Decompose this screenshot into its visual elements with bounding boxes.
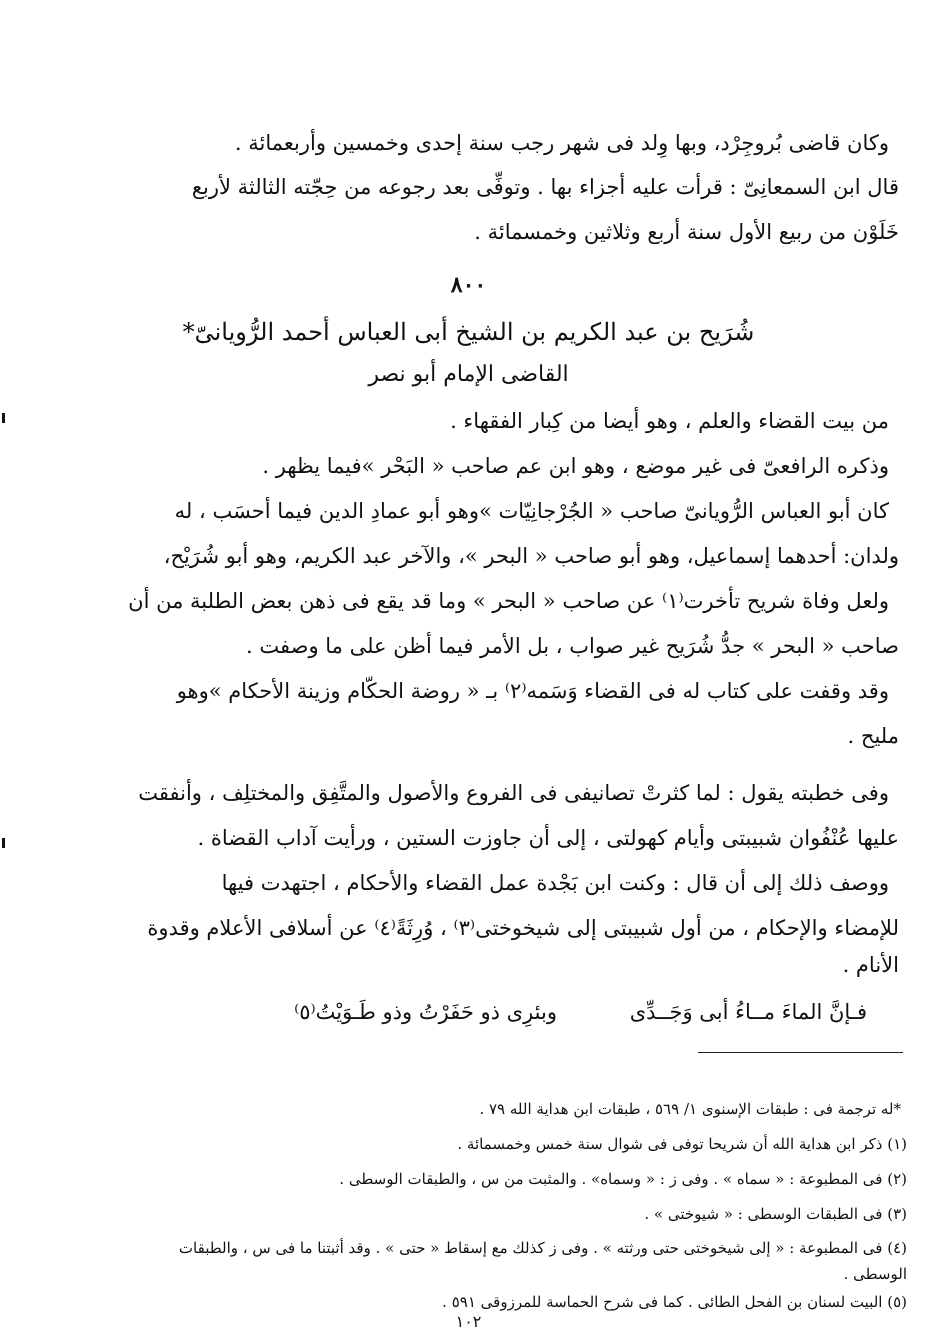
paragraph-line: للإمضاء والإحكام ، من أول شبيبتى إلى شيخوختى⁽٣⁾ ، وُرِثَةً⁽٤⁾ عن أسلافى الأعلام وقدوة <box>147 916 899 940</box>
paragraph-line: وذكره الرافعىّ فى غير موضع ، وهو ابن عم صاحب « البَحْر »فيما يظهر . <box>262 454 889 478</box>
footnote: (٢) فى المطبوعة : « سماه » . وفى ز : « وسماه» . والمثبت من س ، والطبقات الوسطى . <box>339 1170 907 1188</box>
footnote: (٣) فى الطبقات الوسطى : « شيوختى » . <box>644 1205 907 1223</box>
intro-line: خَلَوْن من ربيع الأول سنة أربع وثلاثين وخمسمائة . <box>474 220 899 244</box>
verse-second-hemistich: وبئرِى ذو حَفَرْتُ وذو طَـوَيْتُ⁽٥⁾ <box>294 1000 557 1024</box>
margin-mark <box>2 413 5 423</box>
paragraph-line: عليها عُنْفُوان شبيبتى وأيام كهولتى ، إلى أن جاوزت الستين ، ورأيت آداب القضاة . <box>197 826 899 850</box>
paragraph-line: الأنام . <box>842 953 899 977</box>
footnote: *له ترجمة فى : طبقات الإسنوى ١/ ٥٦٩ ، طبقات ابن هداية الله ٧٩ . <box>479 1100 901 1118</box>
intro-line: وكان قاضى بُروجِرْد، وبها وِلد فى شهر رجب سنة إحدى وخمسين وأربعمائة . <box>234 131 889 155</box>
paragraph-line: وقد وقفت على كتاب له فى القضاء وَسَمه⁽٢⁾ بـ « روضة الحكّام وزينة الأحكام »وهو <box>176 679 889 703</box>
paragraph-line: وفى خطبته يقول : لما كثرتْ تصانيفى فى الفروع والأصول والمتَّفِق والمختلِف ، وأنفقت <box>138 781 889 805</box>
entry-subtitle: القاضى الإمام أبو نصر <box>368 362 569 387</box>
footnote: (٤) فى المطبوعة : « إلى شيخوختى حتى ورثته » . وفى ز كذلك مع إسقاط « حتى » . وقد أثبتنا ما فى س ، والطبقات <box>178 1239 907 1257</box>
footnote: (١) ذكر ابن هداية الله أن شريحا توفى فى شوال سنة خمس وخمسمائة . <box>457 1135 907 1153</box>
paragraph-line: صاحب « البحر » جدُّ شُرَيح غير صواب ، بل الأمر فيما أظن على ما وصفت . <box>246 634 899 658</box>
paragraph-line: ولدان: أحدهما إسماعيل، وهو أبو صاحب « البحر »، والآخر عبد الكريم، وهو أبو شُرَيْح، <box>163 544 899 568</box>
margin-mark <box>2 838 5 848</box>
page-number: ١٠٢ <box>455 1312 482 1331</box>
paragraph-line: مليح . <box>847 724 899 748</box>
verse-first-hemistich: فـإنَّ الماءَ مــاءُ أبى وَجَــدِّى <box>629 1000 867 1024</box>
paragraph-line: كان أبو العباس الرُّويانىّ صاحب « الجُرْجانِيّات »وهو أبو عمادِ الدين فيما أحسَب ، له <box>174 499 889 523</box>
footnote: الوسطى . <box>843 1265 907 1283</box>
footnote: (٥) البيت لسنان بن الفحل الطائى . كما فى شرح الحماسة للمرزوقى ٥٩١ . <box>442 1293 907 1311</box>
paragraph-line: من بيت القضاء والعلم ، وهو أيضا من كِبار الفقهاء . <box>450 409 889 433</box>
paragraph-line: ولعل وفاة شريح تأخرت⁽١⁾ عن صاحب « البحر » وما قد يقع فى ذهن بعض الطلبة من أن <box>128 589 889 613</box>
footnote-separator <box>698 1052 903 1053</box>
entry-number: ٨٠٠ <box>450 272 487 298</box>
paragraph-line: ووصف ذلك إلى أن قال : وكنت ابن بَجْدة عمل القضاء والأحكام ، اجتهدت فيها <box>221 871 889 895</box>
entry-title: شُرَيح بن عبد الكريم بن الشيخ أبى العباس أحمد الرُّويانىّ* <box>182 318 755 346</box>
intro-line: قال ابن السمعانِىّ : قرأت عليه أجزاء بها . وتوفِّى بعد رجوعه من حِجّته الثالثة لأربع <box>191 175 899 199</box>
